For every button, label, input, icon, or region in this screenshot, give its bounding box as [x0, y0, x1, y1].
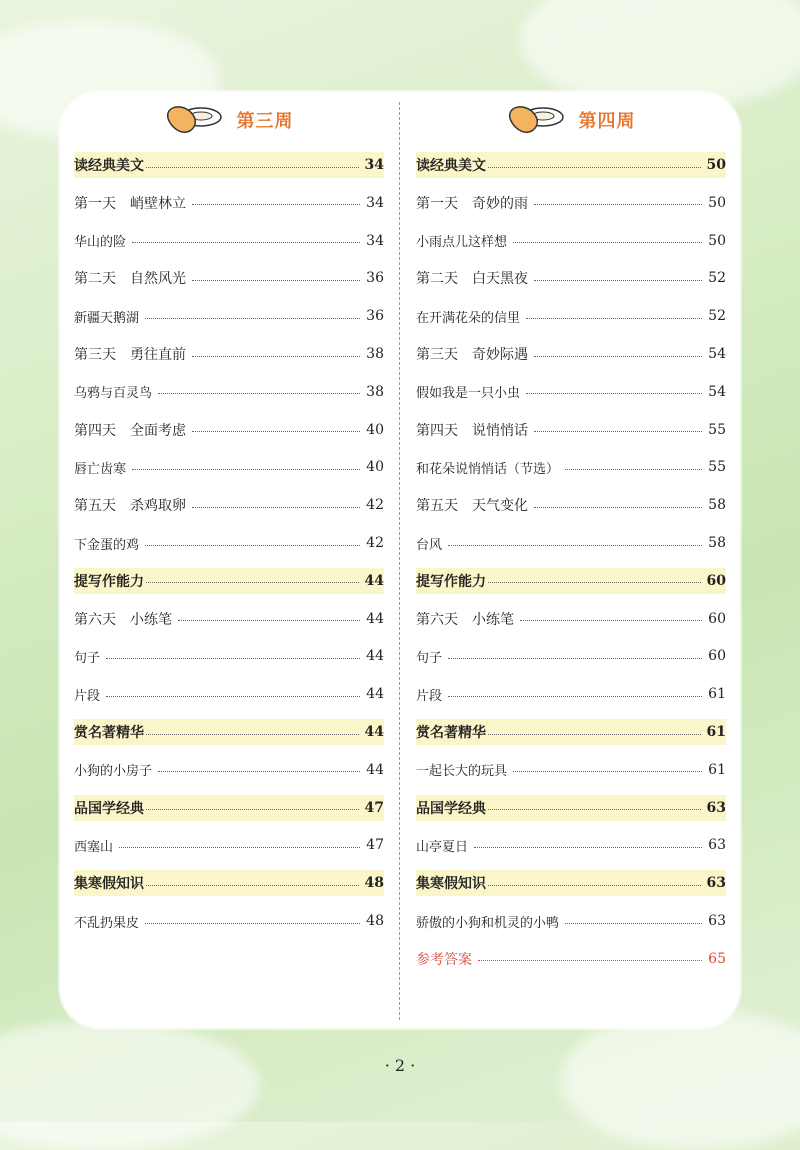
toc-entry-title: 台风: [416, 537, 443, 553]
toc-entry-title: 乌鸦与百灵鸟: [74, 386, 153, 402]
dot-leader: [534, 507, 702, 508]
toc-entry-title: 品国学经典: [416, 800, 486, 817]
toc-entry-title: 句子: [74, 650, 101, 666]
toc-section-heading[interactable]: [416, 870, 726, 896]
toc-entry-title: 第一天 峭壁林立: [74, 195, 186, 212]
toc-entry-title: 片段: [74, 688, 101, 704]
dot-leader: [192, 507, 360, 508]
dot-leader: [474, 847, 702, 848]
toc-entry-page: 55: [708, 459, 726, 476]
dot-leader: [478, 960, 702, 961]
toc-entry-title: 第一天 奇妙的雨: [416, 195, 528, 212]
toc-entry-page: 55: [708, 421, 726, 438]
dot-leader: [146, 809, 359, 810]
dot-leader: [192, 280, 360, 281]
toc-entry-title: 集寒假知识: [74, 876, 144, 893]
column-divider: [399, 102, 400, 1020]
toc-entry-page: 44: [364, 724, 384, 740]
toc-entry-title: 参考答案: [416, 951, 472, 968]
dot-leader: [146, 885, 359, 886]
toc-entry-title: 下金蛋的鸡: [74, 537, 140, 553]
dot-leader: [448, 696, 702, 697]
toc-entry[interactable]: [74, 379, 384, 405]
toc-entry-title: 第五天 杀鸡取卵: [74, 498, 186, 515]
toc-entry-title: 赏名著精华: [74, 725, 144, 741]
toc-entry[interactable]: [74, 832, 384, 858]
toc-entry-page: 50: [708, 194, 726, 211]
dot-leader: [178, 620, 360, 621]
toc-entry-page: 38: [366, 383, 384, 400]
toc-entry-title: 唇亡齿寒: [74, 461, 127, 477]
toc-entry[interactable]: [74, 492, 384, 518]
toc-entry[interactable]: [74, 265, 384, 291]
toc-entry-title: 读经典美文: [416, 158, 486, 174]
toc-entry-title: 集寒假知识: [416, 876, 486, 893]
toc-entry-page: 48: [364, 875, 384, 892]
toc-entry[interactable]: [74, 417, 384, 443]
toc-entry[interactable]: [416, 643, 726, 669]
toc-entry-page: 36: [366, 308, 384, 325]
dot-leader: [145, 318, 360, 319]
dot-leader: [534, 431, 702, 432]
toc-entry[interactable]: [416, 908, 726, 934]
toc-entry-page: 34: [364, 157, 384, 173]
dot-leader: [119, 847, 360, 848]
toc-entry-page: 60: [706, 572, 726, 589]
toc-section-heading[interactable]: [74, 568, 384, 594]
toc-entry-page: 47: [364, 799, 384, 816]
toc-entry-title: 第六天 小练笔: [416, 611, 514, 628]
toc-section-heading[interactable]: [74, 870, 384, 896]
page-number: · 2 ·: [384, 1056, 416, 1075]
dot-leader: [146, 734, 359, 735]
toc-entry-page: 61: [708, 686, 726, 703]
dot-leader: [488, 582, 701, 583]
toc-entry-title: 赏名著精华: [416, 725, 486, 741]
toc-entry-page: 60: [708, 610, 726, 627]
dot-leader: [106, 696, 360, 697]
dot-leader: [488, 885, 701, 886]
toc-entry-title: 第六天 小练笔: [74, 611, 172, 628]
toc-entry-page: 65: [708, 950, 726, 967]
toc-entry-page: 34: [366, 232, 384, 249]
background-cloud: [560, 1010, 800, 1150]
toc-entry-page: 52: [708, 270, 726, 287]
toc-entry[interactable]: [416, 454, 726, 480]
dot-leader: [192, 204, 360, 205]
toc-entry[interactable]: [74, 190, 384, 216]
toc-entry[interactable]: [416, 379, 726, 405]
toc-entry[interactable]: [416, 417, 726, 443]
toc-entry-page: 47: [366, 837, 384, 854]
toc-entry-title: 小狗的小房子: [74, 764, 153, 780]
toc-entry-title: 假如我是一只小虫: [416, 386, 521, 402]
dot-leader: [106, 658, 360, 659]
toc-entry-title: 读经典美文: [74, 158, 144, 174]
dot-leader: [534, 280, 702, 281]
toc-section-heading[interactable]: [74, 795, 384, 821]
toc-entry-title: 第五天 天气变化: [416, 498, 528, 515]
toc-entry-title: 山亭夏日: [416, 839, 469, 855]
dot-leader: [145, 545, 360, 546]
toc-entry[interactable]: [74, 681, 384, 707]
dot-leader: [526, 318, 702, 319]
toc-section-heading[interactable]: [416, 152, 726, 178]
dot-leader: [513, 242, 702, 243]
toc-entry-page: 34: [366, 194, 384, 211]
dot-leader: [132, 242, 360, 243]
toc-entry-page: 44: [366, 761, 384, 778]
toc-entry[interactable]: [416, 190, 726, 216]
toc-entry-title: 提写作能力: [74, 573, 144, 590]
toc-entry-title: 西塞山: [74, 839, 114, 855]
toc-entry[interactable]: [74, 757, 384, 783]
toc-entry-page: 44: [366, 686, 384, 703]
toc-entry-title: 品国学经典: [74, 800, 144, 817]
toc-entry[interactable]: [416, 228, 726, 254]
toc-entry-page: 63: [708, 837, 726, 854]
week-title: 第四周: [578, 111, 636, 132]
toc-entry-page: 61: [708, 761, 726, 778]
week-title: 第三周: [236, 111, 294, 132]
toc-entry-page: 52: [708, 308, 726, 325]
toc-entry-page: 63: [706, 799, 726, 816]
toc-section-heading[interactable]: [416, 719, 726, 745]
dot-leader: [488, 809, 701, 810]
toc-entry-title: 第四天 全面考虑: [74, 422, 186, 439]
toc-entry-title: 片段: [416, 688, 443, 704]
dot-leader: [513, 771, 702, 772]
toc-entry-title: 在开满花朵的信里: [416, 310, 521, 326]
toc-entry-page: 40: [366, 459, 384, 476]
toc-entry[interactable]: [416, 530, 726, 556]
toc-entry-page: 54: [708, 383, 726, 400]
toc-entry-page: 44: [366, 648, 384, 665]
toc-entry-page: 42: [366, 497, 384, 514]
toc-entry[interactable]: [74, 606, 384, 632]
toc-entry-title: 一起长大的玩具: [416, 764, 508, 780]
dot-leader: [526, 393, 702, 394]
bean-and-plate-icon: [165, 103, 227, 137]
week-four-column: [416, 100, 726, 968]
toc-entry-page: 63: [708, 913, 726, 929]
toc-entry-page: 63: [706, 875, 726, 892]
dot-leader: [132, 469, 360, 470]
toc-entry-page: 44: [366, 610, 384, 627]
dot-leader: [192, 356, 360, 357]
background-cloud: [0, 1020, 260, 1150]
toc-entry[interactable]: [74, 643, 384, 669]
toc-section-heading[interactable]: [74, 719, 384, 745]
toc-entry-page: 58: [708, 497, 726, 514]
toc-section-heading[interactable]: [416, 568, 726, 594]
toc-entry[interactable]: [74, 341, 384, 367]
dot-leader: [448, 658, 702, 659]
toc-entry-page: 58: [708, 535, 726, 551]
toc-entry-title: 第二天 自然风光: [74, 271, 186, 288]
toc-entry-page: 50: [708, 232, 726, 249]
toc-entry[interactable]: [416, 681, 726, 707]
week-three-header: [74, 100, 384, 140]
toc-entry-page: 40: [366, 421, 384, 438]
toc-entry-page: 44: [364, 572, 384, 589]
toc-entry[interactable]: [74, 530, 384, 556]
dot-leader: [488, 734, 701, 735]
dot-leader: [158, 393, 360, 394]
week-four-header: [416, 100, 726, 140]
toc-entry[interactable]: [74, 908, 384, 934]
toc-entry-title: 提写作能力: [416, 573, 486, 590]
dot-leader: [448, 545, 702, 546]
toc-entry-title: 第三天 勇往直前: [74, 347, 186, 363]
toc-entry-page: 48: [366, 913, 384, 929]
bean-and-plate-icon: [507, 103, 569, 137]
toc-section-heading[interactable]: [74, 152, 384, 178]
dot-leader: [565, 469, 702, 470]
toc-section-heading[interactable]: [416, 795, 726, 821]
toc-entry[interactable]: [416, 832, 726, 858]
dot-leader: [146, 167, 359, 168]
toc-entry-title: 不乱扔果皮: [74, 915, 140, 931]
toc-entry-title: 小雨点儿这样想: [416, 235, 508, 251]
toc-entry-title: 骄傲的小狗和机灵的小鸭: [416, 915, 560, 931]
toc-entry-title: 第四天 说悄悄话: [416, 422, 528, 439]
toc-entry-title: 华山的险: [74, 235, 127, 251]
dot-leader: [145, 923, 360, 924]
dot-leader: [565, 923, 702, 924]
toc-entry-page: 42: [366, 535, 384, 551]
toc-entry[interactable]: [74, 303, 384, 329]
toc-entry-title: 第三天 奇妙际遇: [416, 347, 528, 363]
toc-entry-page: 50: [706, 157, 726, 173]
toc-entry[interactable]: [416, 265, 726, 291]
toc-entry[interactable]: [416, 492, 726, 518]
toc-entry[interactable]: [416, 303, 726, 329]
toc-entry-page: 36: [366, 270, 384, 287]
dot-leader: [192, 431, 360, 432]
dot-leader: [146, 582, 359, 583]
toc-entry-page: 54: [708, 346, 726, 362]
toc-entry-title: 第二天 白天黑夜: [416, 271, 528, 288]
toc-entry[interactable]: [416, 341, 726, 367]
toc-entry-page: 60: [708, 648, 726, 665]
dot-leader: [158, 771, 360, 772]
toc-entry[interactable]: [74, 454, 384, 480]
dot-leader: [534, 204, 702, 205]
toc-entry-title: 新疆天鹅湖: [74, 310, 140, 326]
toc-entry-title: 和花朵说悄悄话（节选）: [416, 461, 560, 477]
toc-entry[interactable]: [416, 606, 726, 632]
toc-entry-page: 61: [706, 724, 726, 740]
week-three-column: [74, 100, 384, 931]
dot-leader: [534, 356, 702, 357]
toc-entry[interactable]: [416, 757, 726, 783]
dot-leader: [488, 167, 701, 168]
toc-entry-title: 句子: [416, 650, 443, 666]
dot-leader: [520, 620, 702, 621]
toc-entry[interactable]: [74, 228, 384, 254]
toc-answer-entry[interactable]: [416, 946, 726, 972]
toc-entry-page: 38: [366, 346, 384, 362]
